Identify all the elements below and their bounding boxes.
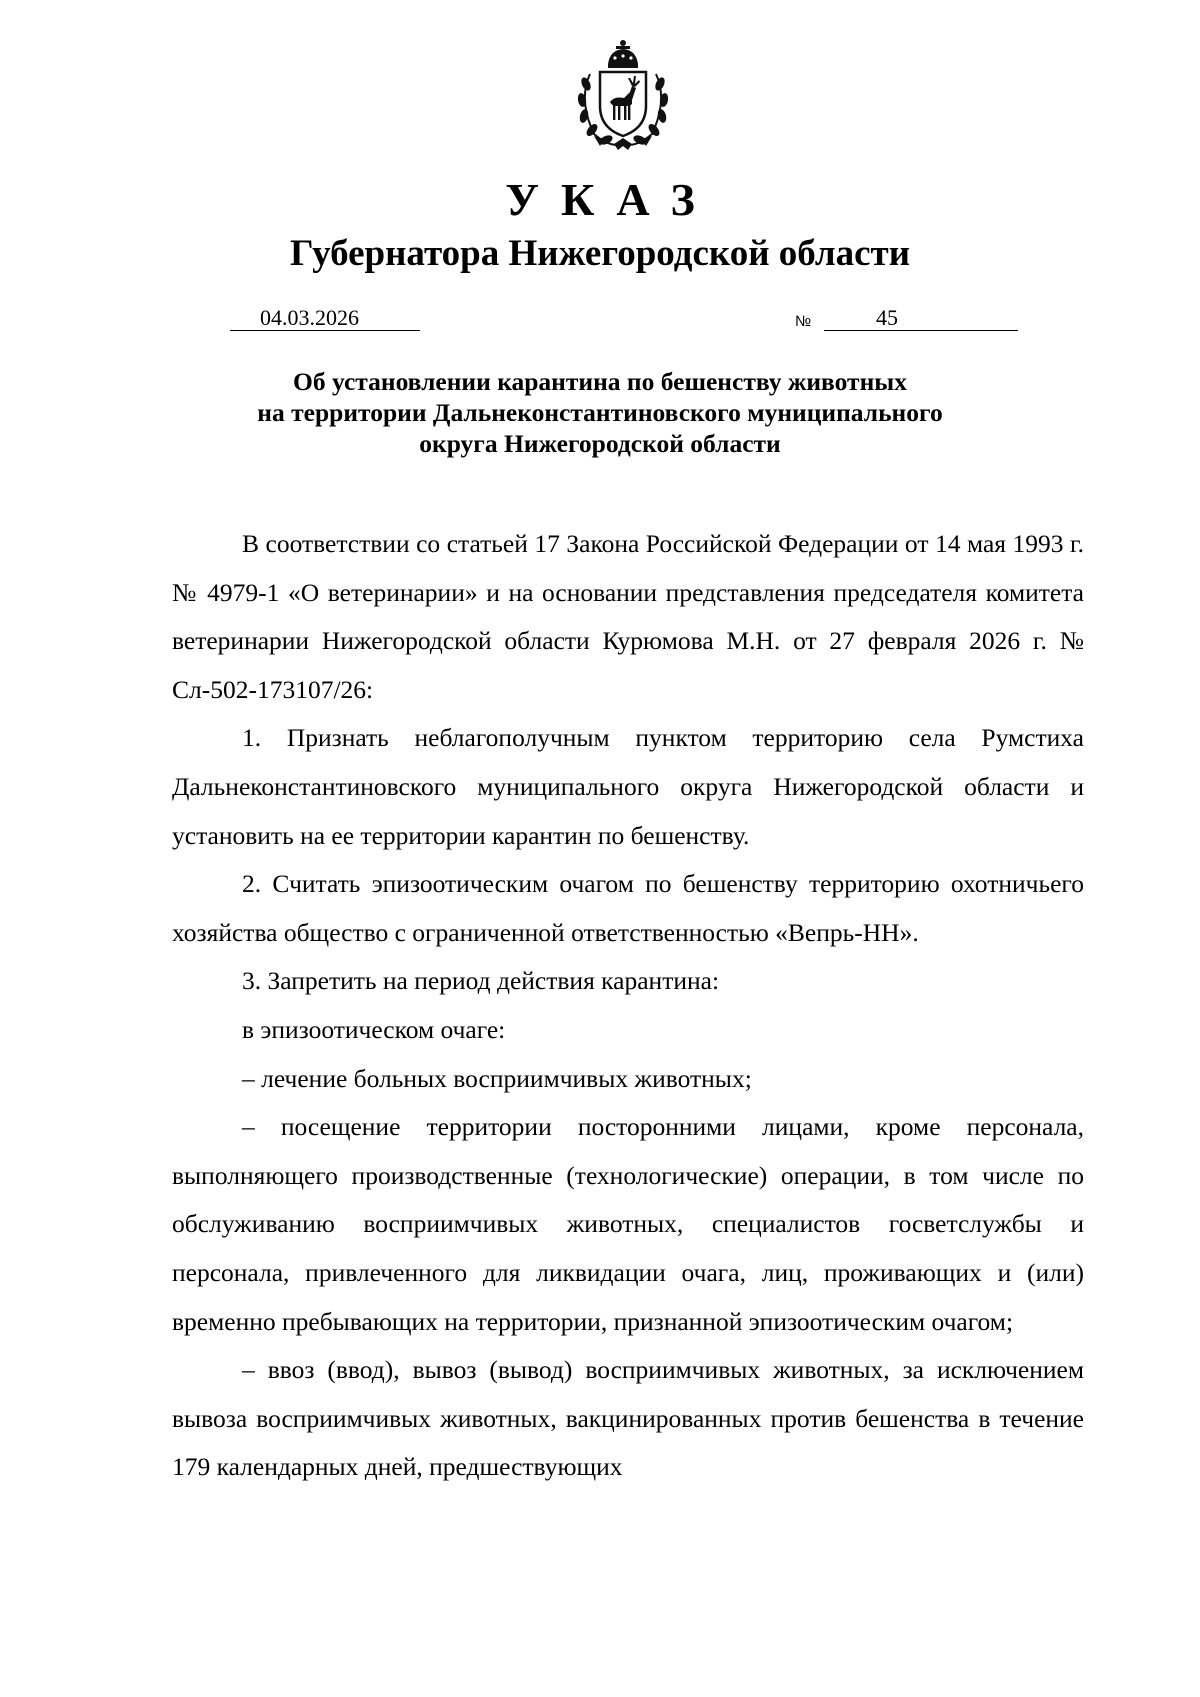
document-type-heading: УКАЗ — [505, 174, 717, 225]
clause-1-paragraph: 1. Признать неблагополучным пунктом территорию села Румстиха Дальнеконстантиновского муниципального округа Нижегородской области и установить на ее территории карантин по бешенству. — [172, 723, 1084, 850]
clause-3-paragraph: 3. Запретить на период действия карантина: — [242, 966, 720, 996]
clause-3-subheading: в эпизоотическом очаге: — [242, 1014, 506, 1044]
subject-line: Об установлении карантина по бешенству животных — [293, 367, 907, 396]
number-sign: № — [795, 313, 812, 330]
clause-3-item: – ввоз (ввод), вывоз (вывод) восприимчивых животных, за исключением вывоза восприимчивых животных, вакцинированных против бешенства в течение 179 календарных дней, предшествующих — [172, 1355, 1084, 1482]
preamble-paragraph: В соответствии со статьей 17 Закона Российской Федерации от 14 мая 1993 г. № 4979-1 «О ветеринарии» и на основании представления председателя комитета ветеринарии Нижегородской области Курюмова М.Н. от 27 февраля 2026 г. № Сл-502-173107/26: — [172, 529, 1084, 704]
coat-of-arms-emblem — [570, 40, 676, 152]
clause-3-item: – лечение больных восприимчивых животных; — [242, 1063, 752, 1093]
issuer-heading: Губернатора Нижегородской области — [289, 233, 911, 274]
document-body — [172, 520, 1084, 1492]
subject-line: округа Нижегородской области — [419, 429, 781, 458]
document-date: 04.03.2026 — [230, 306, 420, 331]
subject-line: на территории Дальнеконстантиновского муниципального — [257, 398, 943, 427]
clause-3-item: – посещение территории посторонними лицами, кроме персонала, выполняющего производственные (технологические) операции, в том числе по обслуживанию восприимчивых животных, специалистов госветслужбы и персонала, привлеченного для ликвидации очага, лиц, проживающих и (или) временно пребывающих на территории, признанной эпизоотическим очагом; — [172, 1112, 1084, 1336]
document-number: 45 — [824, 306, 1018, 331]
document-subject — [0, 366, 1200, 459]
clause-2-paragraph: 2. Считать эпизоотическим очагом по бешенству территорию охотничьего хозяйства общество с ограниченной ответственностью «Вепрь-НН». — [172, 869, 1084, 947]
